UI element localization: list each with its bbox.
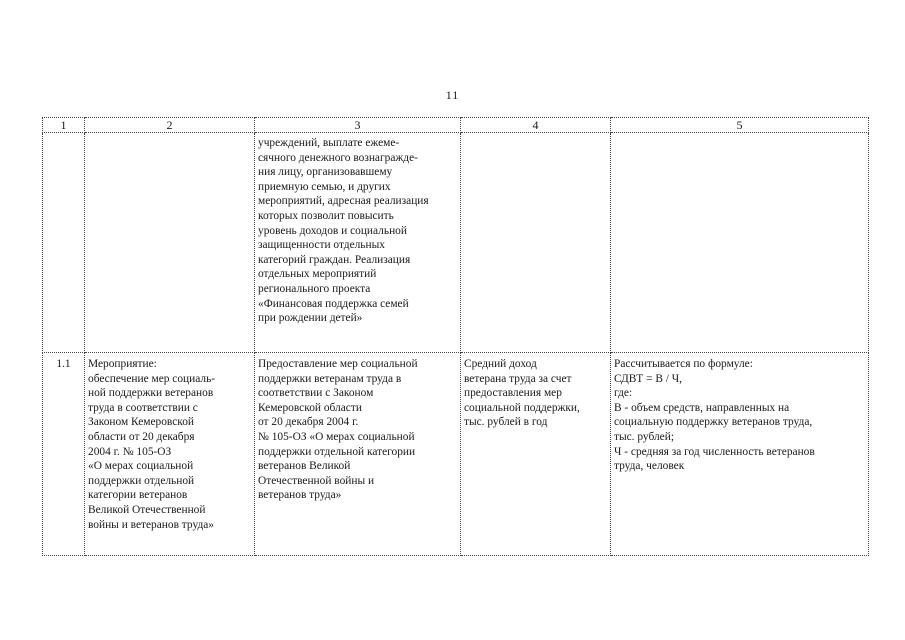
cell-item-indicator <box>461 353 611 556</box>
page-number: 11 <box>445 88 460 102</box>
cell-text-line: учреждений, выплате ежеме- <box>258 137 400 149</box>
cell-text-line: В - объем средств, направленных на <box>614 401 790 414</box>
cell-text-line: «Финансовая поддержка семей <box>258 297 409 310</box>
cell-item-description <box>255 353 461 556</box>
cell-text-line: социальную поддержку ветеранов труда, <box>614 416 813 429</box>
cell-text-line: Мероприятие: <box>88 358 157 370</box>
cell-text-line: приемную семью, и других <box>258 180 391 193</box>
cell-text-line: Средний доход <box>464 358 537 370</box>
header-col-2: 2 <box>85 118 255 133</box>
cell-text-line: ветеранов Великой <box>258 460 351 473</box>
cell-text-line: тыс. рублей в год <box>464 416 548 429</box>
header-col-1: 1 <box>43 118 85 133</box>
cell-text-line: которых позволит повысить <box>258 209 394 222</box>
cell-text-line: социальной поддержки, <box>464 401 580 414</box>
cell-text-line: предоставления мер <box>464 387 562 400</box>
cell-text-line: поддержки отдельной <box>88 474 195 487</box>
cell-text-line: тыс. рублей; <box>614 430 674 443</box>
cell-item-number: 1.1 <box>43 353 85 556</box>
cell-text-line: Великой Отечественной <box>88 503 206 516</box>
cell-text-line: сячного денежного вознагражде- <box>258 151 418 164</box>
cell-continuation-col1 <box>43 133 85 353</box>
cell-text-line: категорий граждан. Реализация <box>258 253 411 266</box>
cell-continuation-col4 <box>461 133 611 353</box>
table-row-continuation <box>43 133 869 353</box>
cell-text-line: отдельных мероприятий <box>258 268 377 281</box>
indicators-table <box>42 117 869 556</box>
cell-continuation-col2 <box>85 133 255 353</box>
table-header-row <box>43 118 869 133</box>
cell-text-line: уровень доходов и социальной <box>258 224 407 237</box>
cell-text-line: войны и ветеранов труда» <box>88 518 214 531</box>
cell-text-line: от 20 декабря 2004 г. <box>258 416 359 429</box>
cell-text-line: Предоставление мер социальной <box>258 358 418 370</box>
cell-text-line: где: <box>614 387 633 400</box>
cell-text-line: Кемеровской области <box>258 401 362 414</box>
cell-text-line: Отечественной войны и <box>258 474 375 487</box>
cell-text-line: «О мерах социальной <box>88 460 194 473</box>
table-row-1-1 <box>43 353 869 556</box>
cell-text-line: труда в соответствии с <box>88 401 198 414</box>
cell-text-line: защищенности отдельных <box>258 239 385 252</box>
cell-text-line: ния лицу, организовавшему <box>258 166 393 179</box>
cell-text-line: регионального проекта <box>258 282 371 295</box>
cell-text-line: поддержки отдельной категории <box>258 445 416 458</box>
header-col-3: 3 <box>255 118 461 133</box>
cell-text-line: ной поддержки ветеранов <box>88 387 214 400</box>
cell-item-activity <box>85 353 255 556</box>
cell-text-line: ветерана труда за счет <box>464 372 572 385</box>
header-col-5: 5 <box>611 118 869 133</box>
cell-text-line: при рождении детей» <box>258 312 363 325</box>
header-col-4: 4 <box>461 118 611 133</box>
cell-text-line: области от 20 декабря <box>88 430 195 443</box>
cell-text-line: труда, человек <box>614 460 685 473</box>
cell-text-line: ветеранов труда» <box>258 489 342 502</box>
cell-text-line: мероприятий, адресная реализация <box>258 195 429 208</box>
cell-text-line: поддержки ветеранам труда в <box>258 372 402 385</box>
cell-text-line: обеспечение мер социаль- <box>88 372 216 385</box>
cell-item-formula <box>611 353 869 556</box>
cell-text-line: категории ветеранов <box>88 489 188 502</box>
cell-continuation-col3 <box>255 133 461 353</box>
cell-text-line: 2004 г. № 105-ОЗ <box>88 445 172 458</box>
cell-text-line: СДВТ = В / Ч, <box>614 372 683 385</box>
cell-text-line: Законом Кемеровской <box>88 416 195 429</box>
cell-continuation-col5 <box>611 133 869 353</box>
cell-text-line: Рассчитывается по формуле: <box>614 358 753 370</box>
cell-text-line: соответствии с Законом <box>258 387 374 400</box>
cell-text-line: № 105-ОЗ «О мерах социальной <box>258 430 415 443</box>
cell-text-line: Ч - средняя за год численность ветеранов <box>614 445 815 458</box>
